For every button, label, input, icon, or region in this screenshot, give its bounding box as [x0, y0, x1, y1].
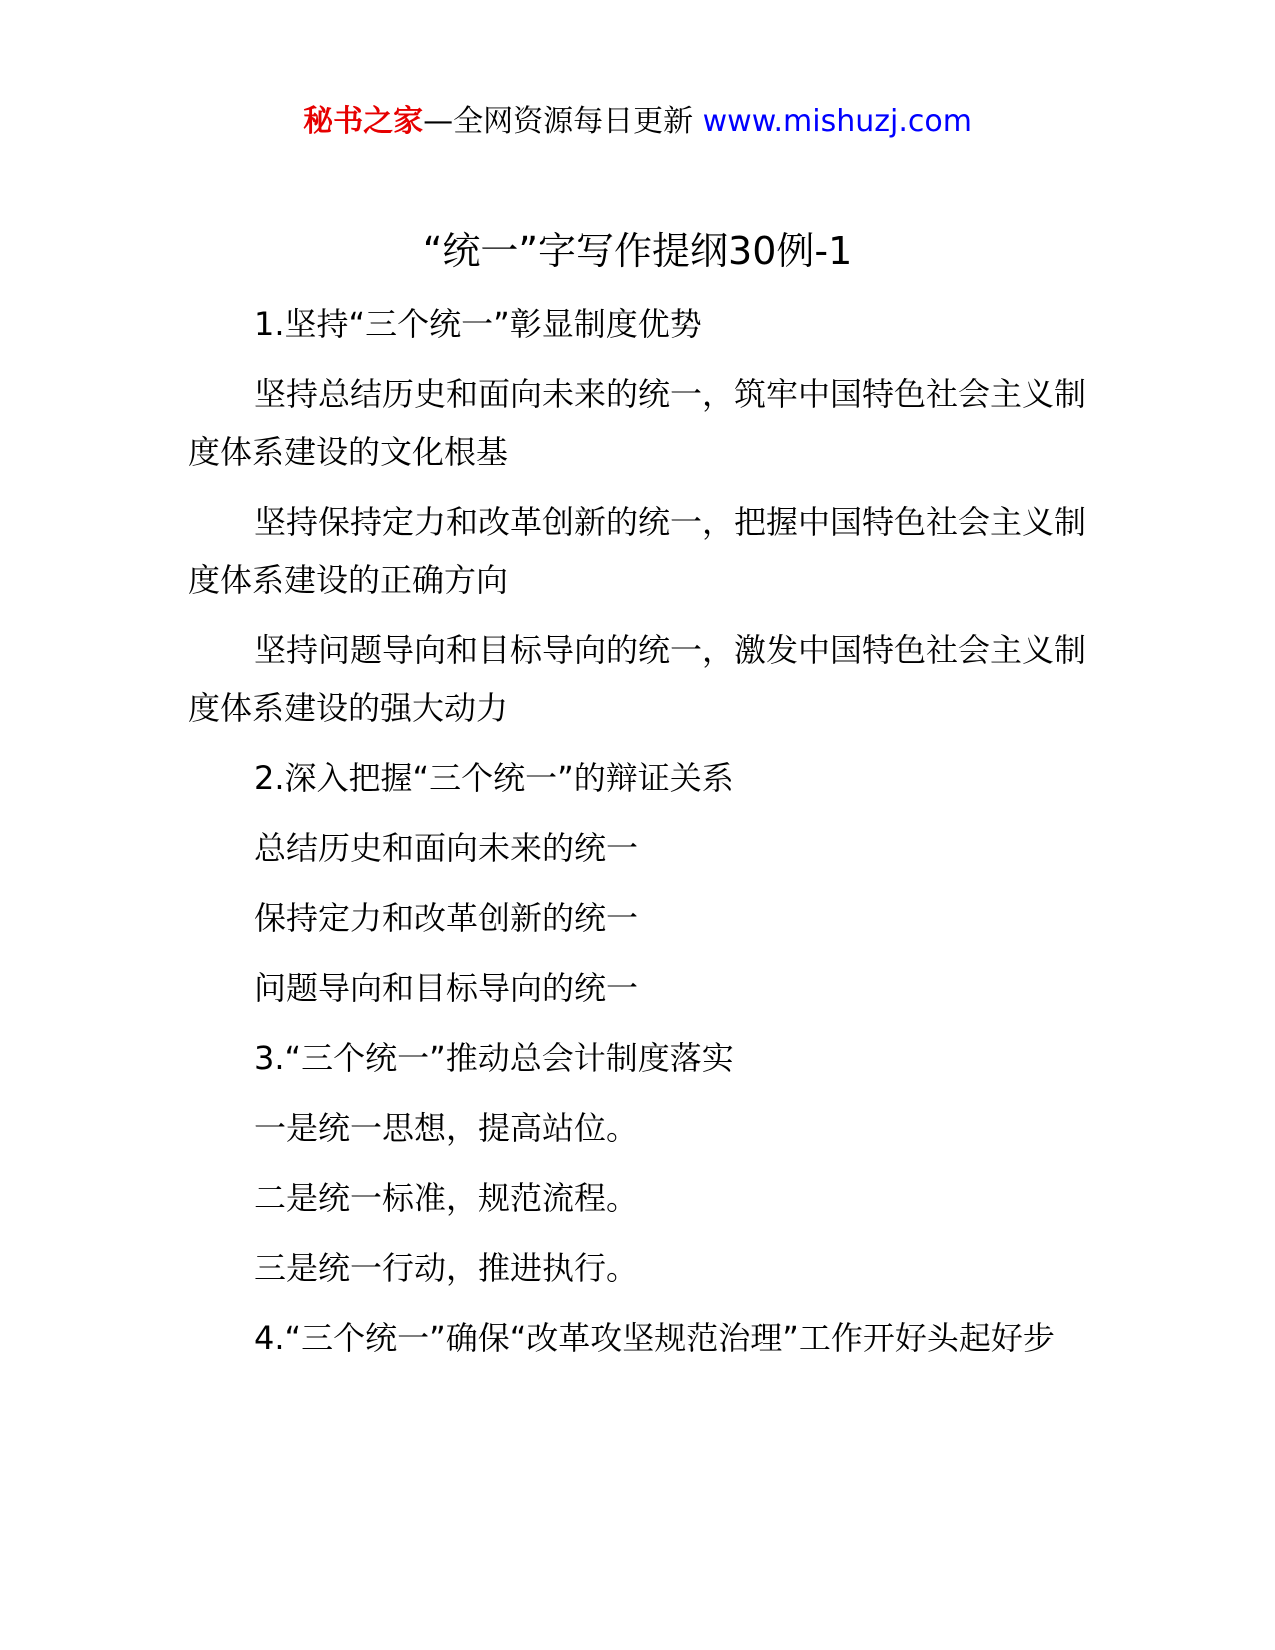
- document-body: [188, 295, 1093, 1379]
- document-title: “统一”字写作提纲30例-1: [422, 229, 853, 273]
- section-heading-4: 4.“三个统一”确保“改革攻坚规范治理”工作开好头起好步: [254, 1319, 1055, 1357]
- site-slogan: —全网资源每日更新: [423, 104, 703, 139]
- body-paragraph: 三是统一行动，推进执行。: [254, 1249, 639, 1287]
- section-heading-2: 2.深入把握“三个统一”的辩证关系: [254, 759, 734, 797]
- body-paragraph: 一是统一思想，提高站位。: [254, 1109, 639, 1147]
- body-paragraph: 保持定力和改革创新的统一: [254, 899, 639, 937]
- body-paragraph: 坚持保持定力和改革创新的统一，把握中国特色社会主义制度体系建设的正确方向: [188, 503, 1087, 599]
- site-url-link[interactable]: www.mishuzj.com: [702, 104, 972, 139]
- body-paragraph: 总结历史和面向未来的统一: [254, 829, 639, 867]
- section-heading-3: 3.“三个统一”推动总会计制度落实: [254, 1039, 734, 1077]
- site-brand-name: 秘书之家: [303, 104, 424, 139]
- site-header: [0, 102, 1275, 142]
- section-heading-1: 1.坚持“三个统一”彰显制度优势: [254, 305, 702, 343]
- body-paragraph: 坚持问题导向和目标导向的统一，激发中国特色社会主义制度体系建设的强大动力: [188, 631, 1087, 727]
- body-paragraph: 问题导向和目标导向的统一: [254, 969, 639, 1007]
- body-paragraph: 二是统一标准，规范流程。: [254, 1179, 639, 1217]
- body-paragraph: 坚持总结历史和面向未来的统一，筑牢中国特色社会主义制度体系建设的文化根基: [188, 375, 1087, 471]
